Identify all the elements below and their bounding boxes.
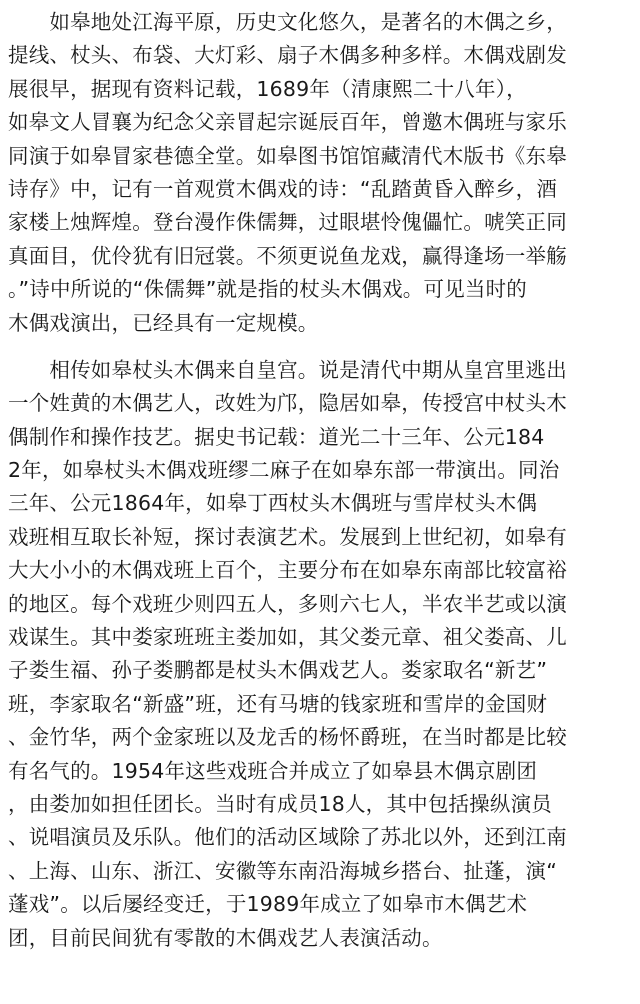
text-line: 木偶戏演出，已经具有一定规模。 [8,310,319,335]
text-line: 大大小小的木偶戏班上百个，主要分布在如皋东南部比较富裕 [8,558,567,583]
paragraph-1 [8,6,636,340]
text-line: 如皋文人冒襄为纪念父亲冒起宗诞辰百年，曾邀木偶班与家乐 [8,110,567,135]
text-line: 班，李家取名“新盛”班，还有马塘的钱家班和雪岸的金国财 [8,691,548,716]
text-line: 、说唱演员及乐队。他们的活动区域除了苏北以外，还到江南 [8,825,567,850]
text-line: 提线、杖头、布袋、大灯彩、扇子木偶多种多样。木偶戏剧发 [8,43,567,68]
article-body [8,6,636,955]
text-line: 家楼上烛辉煌。登台漫作侏儒舞，过眼堪怜傀儡忙。唬笑正同 [8,210,567,235]
text-line: 。”诗中所说的“侏儒舞”就是指的杖头木偶戏。可见当时的 [8,277,528,302]
text-line: 偶制作和操作技艺。据史书记载：道光二十三年、公元184 [8,424,545,449]
text-line: 三年、公元1864年，如皋丁西杖头木偶班与雪岸杖头木偶 [8,491,538,516]
text-line: 子娄生福、孙子娄鹏都是杖头木偶戏艺人。娄家取名“新艺” [8,658,548,683]
text-line: 戏谋生。其中娄家班班主娄加如，其父娄元章、祖父娄高、儿 [8,625,567,650]
paragraph-spacer [8,340,636,354]
paragraph-2 [8,354,636,955]
text-line: 、金竹华，两个金家班以及龙舌的杨怀爵班，在当时都是比较 [8,725,567,750]
text-line: 、上海、山东、浙江、安徽等东南沿海城乡搭台、扯蓬，演“ [8,858,558,883]
text-line: 展很早，据现有资料记载，1689年（清康熙二十八年）， [8,76,527,101]
text-line: 2年，如皋杖头木偶戏班缪二麻子在如皋东部一带演出。同治 [8,458,560,483]
text-line: 一个姓黄的木偶艺人，改姓为邝，隐居如皋，传授宫中杖头木 [8,391,567,416]
text-line: 团，目前民间犹有零散的木偶戏艺人表演活动。 [8,925,443,950]
text-line: 蓬戏”。以后屡经变迁，于1989年成立了如皋市木偶艺术 [8,892,528,917]
text-line: ，由娄加如担任团长。当时有成员18人，其中包括操纵演员 [8,791,552,816]
text-line: 诗存》中，记有一首观赏木偶戏的诗：“乱踏黄昏入醉乡，酒 [8,176,558,201]
text-line: 有名气的。1954年这些戏班合并成立了如皋县木偶京剧团 [8,758,538,783]
text-line: 相传如皋杖头木偶来自皇宫。说是清代中期从皇宫里逃出 [8,357,567,382]
text-line: 如皋地处江海平原，历史文化悠久，是著名的木偶之乡， [8,10,567,34]
text-line: 戏班相互取长补短，探讨表演艺术。发展到上世纪初，如皋有 [8,524,567,549]
text-line: 同演于如皋冒家巷德全堂。如皋图书馆馆藏清代木版书《东皋 [8,143,567,168]
text-line: 的地区。每个戏班少则四五人，多则六七人，半农半艺或以演 [8,591,567,616]
text-line: 真面目，优伶犹有旧冠裳。不须更说鱼龙戏，赢得逢场一举觞 [8,243,567,268]
